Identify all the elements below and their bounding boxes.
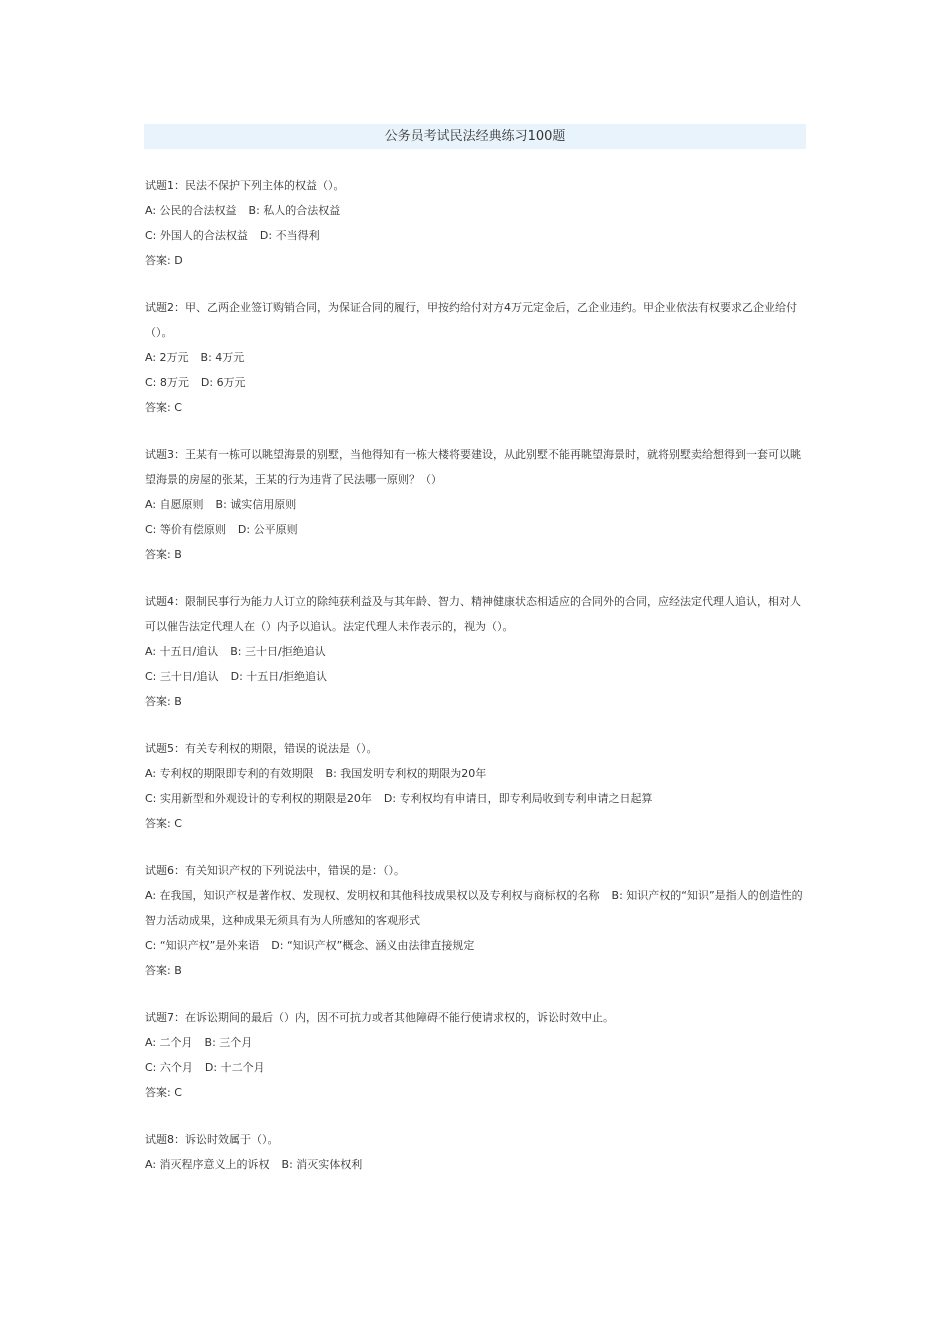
- options-row: [145, 761, 809, 786]
- options-row: [145, 345, 809, 370]
- option-d: D: 6万元: [200, 376, 246, 389]
- option-b: B: 消灭实体权利: [281, 1158, 363, 1171]
- option-c: C: 8万元: [145, 376, 189, 389]
- option-b: B: 4万元: [200, 351, 245, 364]
- option-a: A: 消灭程序意义上的诉权: [145, 1158, 270, 1171]
- option-d: D: 不当得利: [259, 229, 320, 242]
- question-8: [145, 1127, 809, 1177]
- question-text: 试题4：限制民事行为能力人订立的除纯获利益及与其年龄、智力、精神健康状态相适应的合同外的合同，应经法定代理人追认，相对人可以催告法定代理人在（）内予以追认。法定代理人未作表示的，视为（）。: [145, 595, 801, 633]
- option-c: C: 等价有偿原则: [145, 523, 226, 536]
- options-row: [145, 492, 809, 517]
- option-a: A: 2万元: [145, 351, 189, 364]
- question-4: [145, 589, 809, 714]
- options-row: [145, 517, 809, 542]
- option-a: A: 十五日/追认: [145, 645, 219, 658]
- option-c: C: 三十日/追认: [145, 670, 219, 683]
- options-row: [145, 933, 809, 958]
- question-2: [145, 295, 809, 420]
- question-text: 试题1：民法不保护下列主体的权益（）。: [145, 179, 345, 192]
- question-1: [145, 173, 809, 273]
- option-d: D: 十二个月: [204, 1061, 265, 1074]
- option-c: C: “知识产权”是外来语: [145, 939, 260, 952]
- question-text: 试题2：甲、乙两企业签订购销合同，为保证合同的履行，甲按约给付对方4万元定金后，乙企业违约。甲企业依法有权要求乙企业给付（）。: [145, 301, 797, 339]
- options-row: [145, 1152, 809, 1177]
- question-text: 试题8：诉讼时效属于（）。: [145, 1133, 279, 1146]
- option-d: D: 十五日/拒绝追认: [230, 670, 327, 683]
- answer: 答案: C: [145, 817, 182, 830]
- options-row: [145, 198, 809, 223]
- question-3: [145, 442, 809, 567]
- answer: 答案: B: [145, 695, 182, 708]
- option-b: B: 三十日/拒绝追认: [230, 645, 326, 658]
- option-b: B: 诚实信用原则: [215, 498, 297, 511]
- options-row: [145, 639, 809, 664]
- question-list: [145, 173, 809, 1199]
- option-b: B: 我国发明专利权的期限为20年: [325, 767, 487, 780]
- option-a: A: 在我国，知识产权是著作权、发现权、发明权和其他科技成果权以及专利权与商标权的名称: [145, 889, 600, 902]
- answer: 答案: C: [145, 1086, 182, 1099]
- option-a: A: 公民的合法权益: [145, 204, 237, 217]
- option-d: D: “知识产权”概念、涵义由法律直接规定: [271, 939, 475, 952]
- question-5: [145, 736, 809, 836]
- question-6: [145, 858, 809, 983]
- option-b: B: 三个月: [204, 1036, 253, 1049]
- question-text: 试题7：在诉讼期间的最后（）内，因不可抗力或者其他障碍不能行使请求权的，诉讼时效中止。: [145, 1011, 614, 1024]
- option-a: A: 专利权的期限即专利的有效期限: [145, 767, 314, 780]
- options-row: [145, 370, 809, 395]
- option-c: C: 六个月: [145, 1061, 193, 1074]
- options-row: [145, 883, 809, 933]
- answer: 答案: B: [145, 548, 182, 561]
- answer: 答案: B: [145, 964, 182, 977]
- options-row: [145, 786, 809, 811]
- options-row: [145, 223, 809, 248]
- option-c: C: 实用新型和外观设计的专利权的期限是20年: [145, 792, 372, 805]
- question-7: [145, 1005, 809, 1105]
- option-d: D: 专利权均有申请日，即专利局收到专利申请之日起算: [383, 792, 653, 805]
- question-text: 试题3：王某有一栋可以眺望海景的别墅，当他得知有一栋大楼将要建设，从此别墅不能再眺望海景时，就将别墅卖给想得到一套可以眺望海景的房屋的张某，王某的行为违背了民法哪一原则？（）: [145, 448, 801, 486]
- question-text: 试题6：有关知识产权的下列说法中，错误的是：（）。: [145, 864, 405, 877]
- options-row: [145, 1055, 809, 1080]
- option-b: B: 私人的合法权益: [248, 204, 341, 217]
- option-a: A: 二个月: [145, 1036, 193, 1049]
- option-d: D: 公平原则: [237, 523, 298, 536]
- answer: 答案: C: [145, 401, 182, 414]
- answer: 答案: D: [145, 254, 183, 267]
- question-text: 试题5：有关专利权的期限，错误的说法是（）。: [145, 742, 378, 755]
- option-b: B: 知识产权的“知识”是指人的创造性的智力活动成果，这种成果无须具有为人所感知的客观形式: [145, 889, 803, 927]
- document-title: 公务员考试民法经典练习100题: [144, 124, 806, 149]
- option-c: C: 外国人的合法权益: [145, 229, 248, 242]
- options-row: [145, 664, 809, 689]
- options-row: [145, 1030, 809, 1055]
- option-a: A: 自愿原则: [145, 498, 204, 511]
